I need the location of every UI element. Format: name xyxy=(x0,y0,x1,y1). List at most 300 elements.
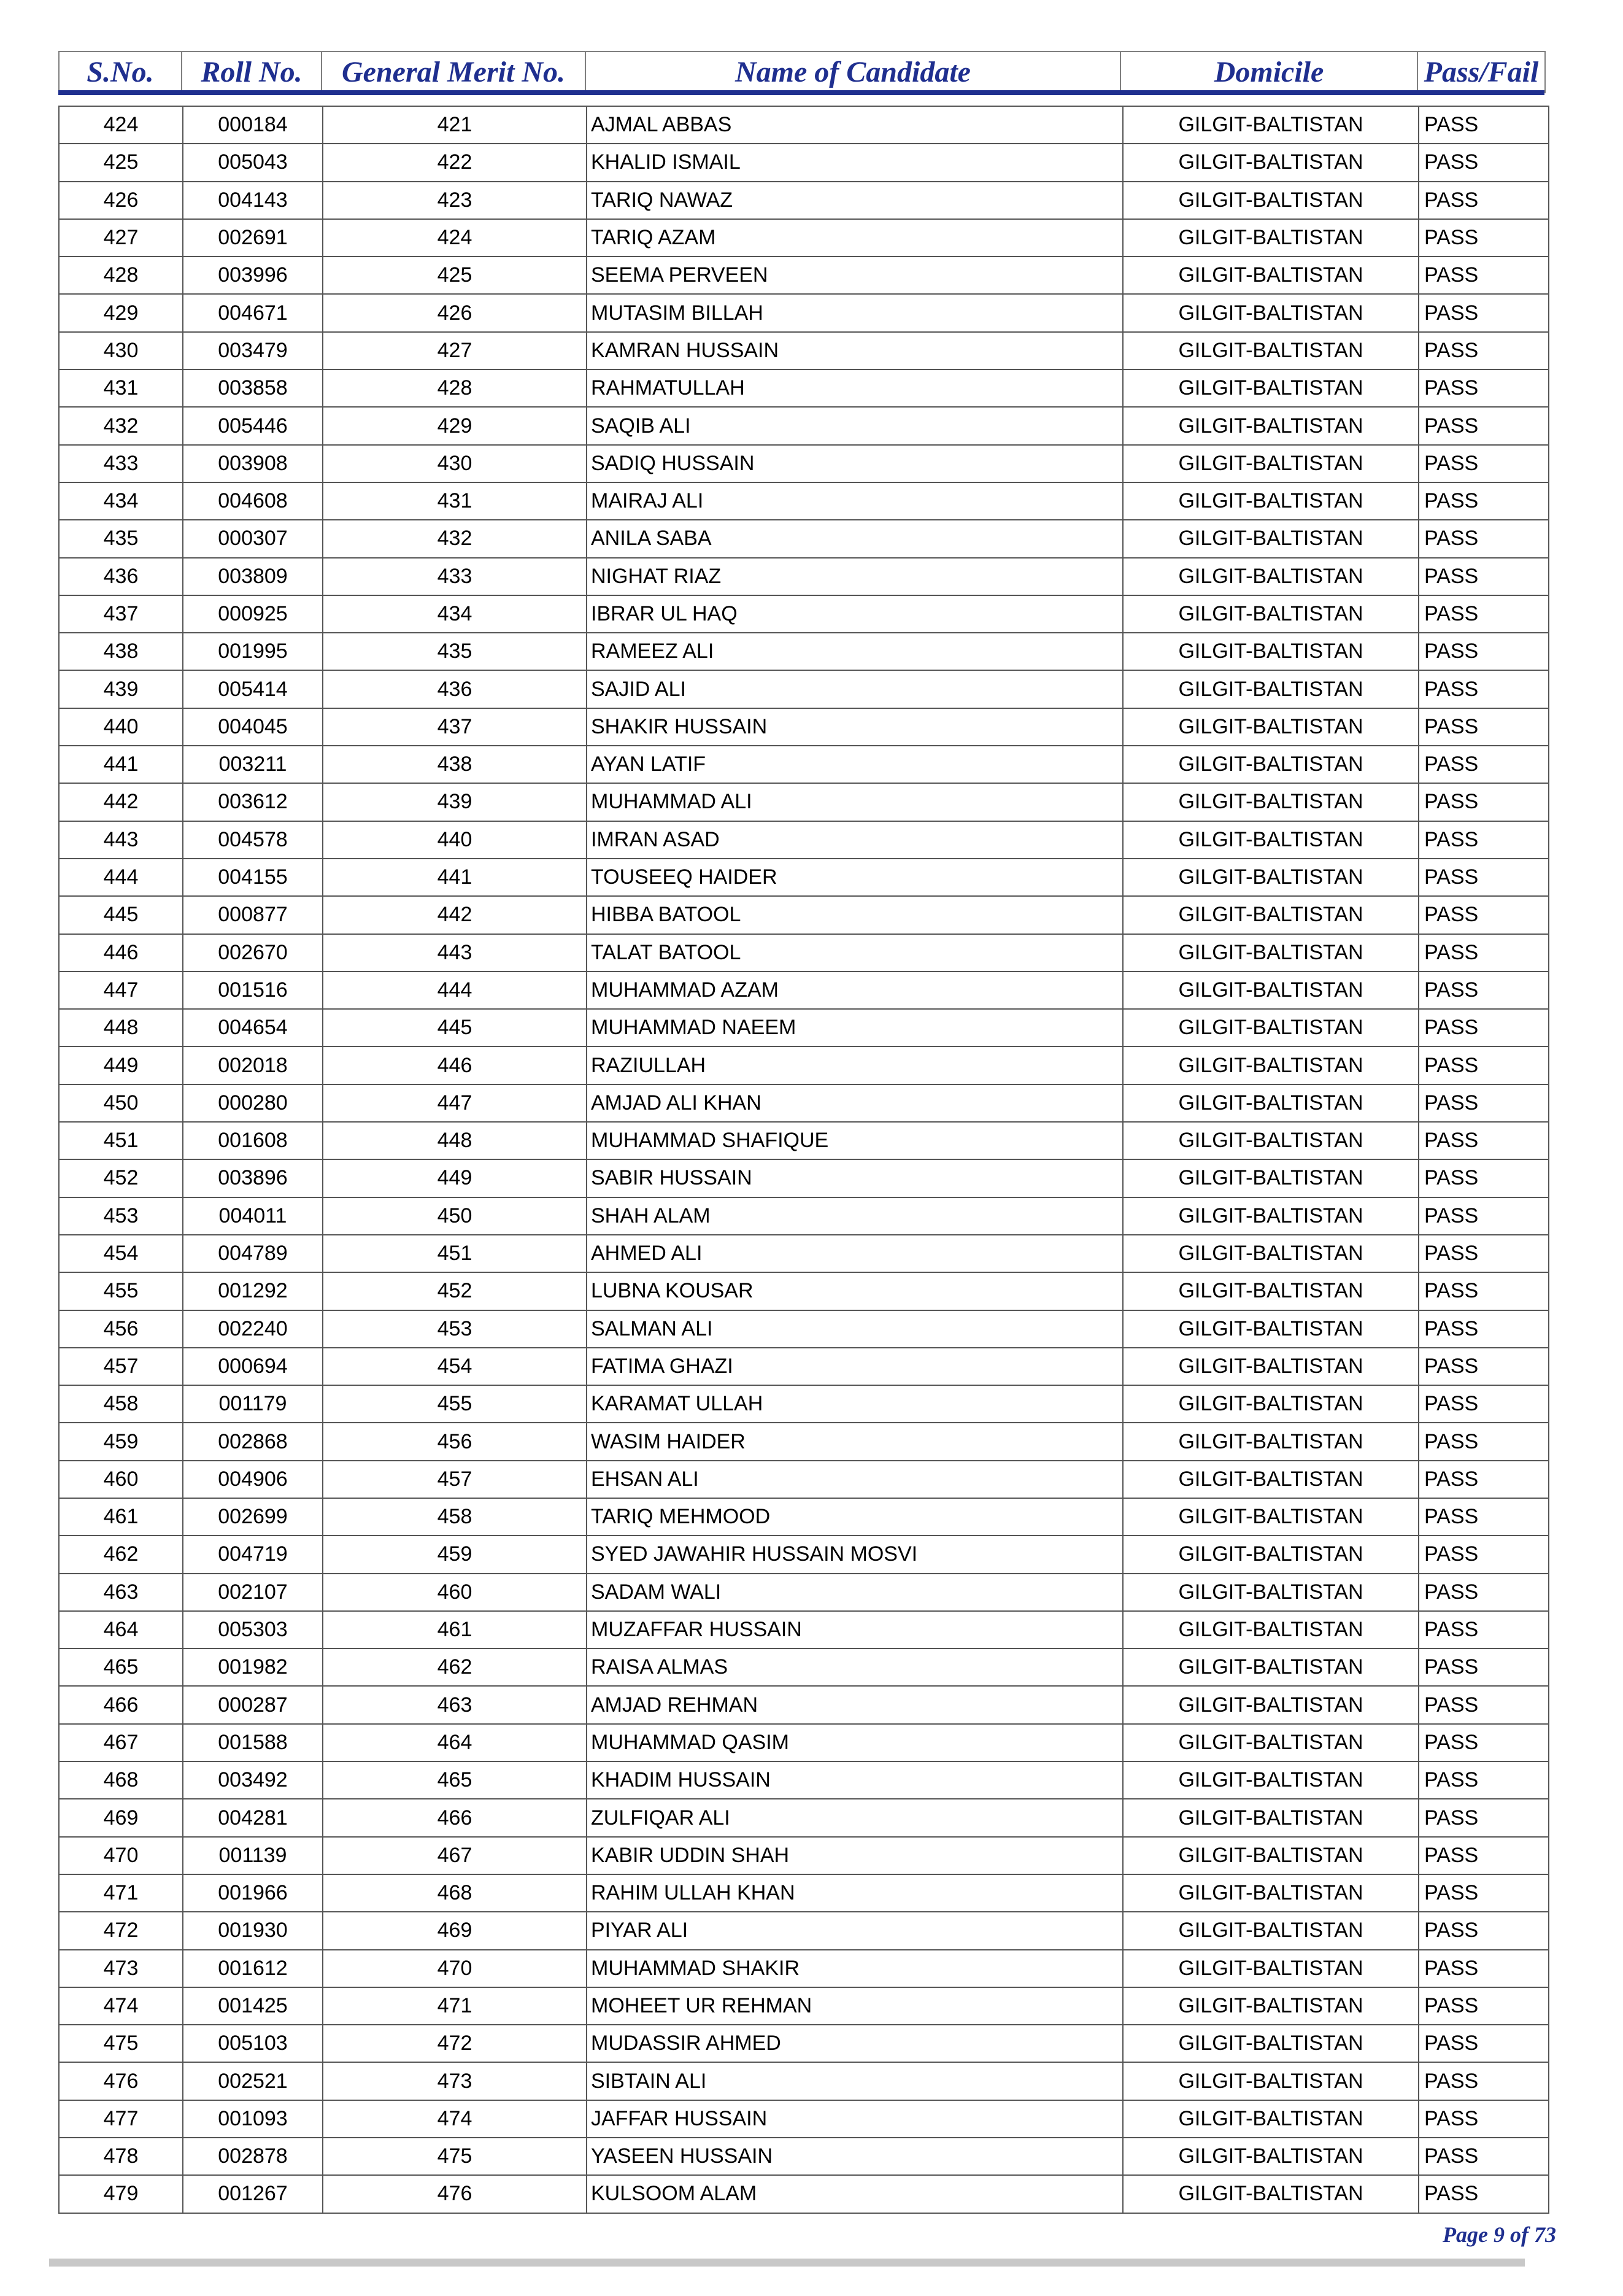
cell-sno: 464 xyxy=(59,1611,183,1649)
cell-candidate-name: MUHAMMAD QASIM xyxy=(587,1724,1123,1761)
cell-sno: 445 xyxy=(59,896,183,933)
cell-result: PASS xyxy=(1419,369,1549,407)
cell-sno: 449 xyxy=(59,1046,183,1084)
header-domicile: Domicile xyxy=(1120,52,1417,93)
table-row xyxy=(59,1235,1549,1272)
cell-merit-no: 473 xyxy=(323,2062,587,2100)
cell-domicile: GILGIT-BALTISTAN xyxy=(1123,1912,1419,1949)
cell-sno: 454 xyxy=(59,1235,183,1272)
cell-sno: 429 xyxy=(59,294,183,331)
cell-candidate-name: ANILA SABA xyxy=(587,520,1123,557)
cell-merit-no: 454 xyxy=(323,1348,587,1385)
cell-merit-no: 425 xyxy=(323,257,587,294)
cell-candidate-name: AMJAD REHMAN xyxy=(587,1686,1123,1723)
cell-sno: 435 xyxy=(59,520,183,557)
cell-merit-no: 424 xyxy=(323,219,587,257)
cell-roll-no: 001292 xyxy=(183,1272,323,1310)
cell-sno: 446 xyxy=(59,934,183,972)
cell-sno: 458 xyxy=(59,1385,183,1423)
cell-candidate-name: MUHAMMAD SHAKIR xyxy=(587,1950,1123,1987)
cell-result: PASS xyxy=(1419,1235,1549,1272)
table-row xyxy=(59,182,1549,219)
table-row xyxy=(59,1686,1549,1723)
cell-candidate-name: FATIMA GHAZI xyxy=(587,1348,1123,1385)
cell-domicile: GILGIT-BALTISTAN xyxy=(1123,1197,1419,1235)
cell-roll-no: 004045 xyxy=(183,708,323,746)
cell-candidate-name: KAMRAN HUSSAIN xyxy=(587,332,1123,369)
cell-result: PASS xyxy=(1419,294,1549,331)
cell-sno: 465 xyxy=(59,1649,183,1686)
cell-candidate-name: MUDASSIR AHMED xyxy=(587,2025,1123,2062)
cell-candidate-name: MAIRAJ ALI xyxy=(587,482,1123,520)
table-row xyxy=(59,595,1549,633)
table-row xyxy=(59,407,1549,444)
cell-merit-no: 446 xyxy=(323,1046,587,1084)
cell-domicile: GILGIT-BALTISTAN xyxy=(1123,1498,1419,1536)
cell-sno: 460 xyxy=(59,1461,183,1498)
cell-sno: 440 xyxy=(59,708,183,746)
cell-merit-no: 466 xyxy=(323,1799,587,1836)
cell-sno: 470 xyxy=(59,1837,183,1874)
table-row xyxy=(59,1611,1549,1649)
table-row xyxy=(59,783,1549,821)
cell-domicile: GILGIT-BALTISTAN xyxy=(1123,2175,1419,2213)
table-row xyxy=(59,2025,1549,2062)
cell-candidate-name: PIYAR ALI xyxy=(587,1912,1123,1949)
cell-candidate-name: LUBNA KOUSAR xyxy=(587,1272,1123,1310)
table-row xyxy=(59,445,1549,482)
table-row xyxy=(59,633,1549,670)
table-row xyxy=(59,1498,1549,1536)
cell-sno: 427 xyxy=(59,219,183,257)
cell-candidate-name: SALMAN ALI xyxy=(587,1310,1123,1348)
cell-result: PASS xyxy=(1419,1574,1549,1611)
cell-sno: 438 xyxy=(59,633,183,670)
table-row xyxy=(59,1574,1549,1611)
header-roll-no: Roll No. xyxy=(182,52,322,93)
cell-sno: 447 xyxy=(59,972,183,1009)
cell-domicile: GILGIT-BALTISTAN xyxy=(1123,1686,1419,1723)
cell-domicile: GILGIT-BALTISTAN xyxy=(1123,1536,1419,1573)
cell-result: PASS xyxy=(1419,595,1549,633)
cell-domicile: GILGIT-BALTISTAN xyxy=(1123,1987,1419,2025)
cell-sno: 426 xyxy=(59,182,183,219)
cell-domicile: GILGIT-BALTISTAN xyxy=(1123,144,1419,181)
cell-merit-no: 432 xyxy=(323,520,587,557)
cell-sno: 452 xyxy=(59,1159,183,1197)
cell-merit-no: 422 xyxy=(323,144,587,181)
cell-roll-no: 001516 xyxy=(183,972,323,1009)
cell-sno: 424 xyxy=(59,106,183,144)
cell-sno: 459 xyxy=(59,1423,183,1460)
cell-merit-no: 441 xyxy=(323,859,587,896)
table-row xyxy=(59,2175,1549,2213)
cell-domicile: GILGIT-BALTISTAN xyxy=(1123,1950,1419,1987)
cell-domicile: GILGIT-BALTISTAN xyxy=(1123,106,1419,144)
cell-roll-no: 002691 xyxy=(183,219,323,257)
cell-merit-no: 472 xyxy=(323,2025,587,2062)
cell-sno: 473 xyxy=(59,1950,183,1987)
cell-merit-no: 470 xyxy=(323,1950,587,1987)
cell-roll-no: 001179 xyxy=(183,1385,323,1423)
cell-merit-no: 443 xyxy=(323,934,587,972)
table-row xyxy=(59,1987,1549,2025)
cell-sno: 425 xyxy=(59,144,183,181)
cell-roll-no: 002868 xyxy=(183,1423,323,1460)
cell-result: PASS xyxy=(1419,859,1549,896)
cell-sno: 467 xyxy=(59,1724,183,1761)
cell-result: PASS xyxy=(1419,482,1549,520)
cell-candidate-name: YASEEN HUSSAIN xyxy=(587,2138,1123,2175)
table-row xyxy=(59,482,1549,520)
cell-merit-no: 440 xyxy=(323,821,587,859)
cell-result: PASS xyxy=(1419,1122,1549,1159)
cell-domicile: GILGIT-BALTISTAN xyxy=(1123,2138,1419,2175)
cell-domicile: GILGIT-BALTISTAN xyxy=(1123,2025,1419,2062)
cell-result: PASS xyxy=(1419,1197,1549,1235)
cell-merit-no: 421 xyxy=(323,106,587,144)
cell-sno: 466 xyxy=(59,1686,183,1723)
cell-candidate-name: KARAMAT ULLAH xyxy=(587,1385,1123,1423)
cell-candidate-name: AYAN LATIF xyxy=(587,746,1123,783)
cell-merit-no: 467 xyxy=(323,1837,587,1874)
cell-domicile: GILGIT-BALTISTAN xyxy=(1123,1385,1419,1423)
cell-result: PASS xyxy=(1419,2025,1549,2062)
cell-result: PASS xyxy=(1419,257,1549,294)
cell-result: PASS xyxy=(1419,1046,1549,1084)
cell-merit-no: 452 xyxy=(323,1272,587,1310)
cell-result: PASS xyxy=(1419,1799,1549,1836)
table-row xyxy=(59,972,1549,1009)
cell-roll-no: 001608 xyxy=(183,1122,323,1159)
cell-domicile: GILGIT-BALTISTAN xyxy=(1123,708,1419,746)
cell-roll-no: 004654 xyxy=(183,1009,323,1046)
cell-domicile: GILGIT-BALTISTAN xyxy=(1123,746,1419,783)
cell-candidate-name: KHADIM HUSSAIN xyxy=(587,1761,1123,1799)
cell-candidate-name: RAZIULLAH xyxy=(587,1046,1123,1084)
cell-candidate-name: RAHMATULLAH xyxy=(587,369,1123,407)
cell-candidate-name: ZULFIQAR ALI xyxy=(587,1799,1123,1836)
cell-sno: 462 xyxy=(59,1536,183,1573)
table-row xyxy=(59,1122,1549,1159)
table-row xyxy=(59,257,1549,294)
cell-roll-no: 000307 xyxy=(183,520,323,557)
cell-result: PASS xyxy=(1419,821,1549,859)
cell-candidate-name: SADIQ HUSSAIN xyxy=(587,445,1123,482)
cell-merit-no: 469 xyxy=(323,1912,587,1949)
table-row xyxy=(59,1461,1549,1498)
cell-candidate-name: SIBTAIN ALI xyxy=(587,2062,1123,2100)
cell-roll-no: 000877 xyxy=(183,896,323,933)
cell-domicile: GILGIT-BALTISTAN xyxy=(1123,972,1419,1009)
cell-roll-no: 002699 xyxy=(183,1498,323,1536)
cell-result: PASS xyxy=(1419,2175,1549,2213)
cell-result: PASS xyxy=(1419,1084,1549,1122)
cell-domicile: GILGIT-BALTISTAN xyxy=(1123,1272,1419,1310)
cell-roll-no: 001995 xyxy=(183,633,323,670)
cell-result: PASS xyxy=(1419,2062,1549,2100)
cell-roll-no: 003612 xyxy=(183,783,323,821)
cell-roll-no: 002107 xyxy=(183,1574,323,1611)
cell-merit-no: 455 xyxy=(323,1385,587,1423)
cell-merit-no: 439 xyxy=(323,783,587,821)
cell-roll-no: 004578 xyxy=(183,821,323,859)
cell-roll-no: 002878 xyxy=(183,2138,323,2175)
table-row xyxy=(59,746,1549,783)
table-row xyxy=(59,1159,1549,1197)
cell-domicile: GILGIT-BALTISTAN xyxy=(1123,1084,1419,1122)
cell-domicile: GILGIT-BALTISTAN xyxy=(1123,1348,1419,1385)
cell-candidate-name: SHAKIR HUSSAIN xyxy=(587,708,1123,746)
cell-merit-no: 468 xyxy=(323,1874,587,1912)
cell-domicile: GILGIT-BALTISTAN xyxy=(1123,558,1419,595)
cell-domicile: GILGIT-BALTISTAN xyxy=(1123,219,1419,257)
cell-sno: 453 xyxy=(59,1197,183,1235)
cell-roll-no: 003896 xyxy=(183,1159,323,1197)
cell-candidate-name: AMJAD ALI KHAN xyxy=(587,1084,1123,1122)
cell-roll-no: 001139 xyxy=(183,1837,323,1874)
cell-roll-no: 005303 xyxy=(183,1611,323,1649)
cell-candidate-name: KABIR UDDIN SHAH xyxy=(587,1837,1123,1874)
cell-result: PASS xyxy=(1419,445,1549,482)
cell-domicile: GILGIT-BALTISTAN xyxy=(1123,1874,1419,1912)
cell-candidate-name: RAMEEZ ALI xyxy=(587,633,1123,670)
cell-sno: 472 xyxy=(59,1912,183,1949)
cell-domicile: GILGIT-BALTISTAN xyxy=(1123,821,1419,859)
cell-result: PASS xyxy=(1419,332,1549,369)
cell-roll-no: 004608 xyxy=(183,482,323,520)
table-row xyxy=(59,896,1549,933)
cell-sno: 479 xyxy=(59,2175,183,2213)
cell-domicile: GILGIT-BALTISTAN xyxy=(1123,1799,1419,1836)
cell-roll-no: 004671 xyxy=(183,294,323,331)
cell-roll-no: 004281 xyxy=(183,1799,323,1836)
table-row xyxy=(59,106,1549,144)
cell-sno: 430 xyxy=(59,332,183,369)
cell-candidate-name: SAJID ALI xyxy=(587,670,1123,708)
cell-candidate-name: AJMAL ABBAS xyxy=(587,106,1123,144)
cell-roll-no: 002521 xyxy=(183,2062,323,2100)
cell-roll-no: 003996 xyxy=(183,257,323,294)
cell-merit-no: 444 xyxy=(323,972,587,1009)
table-row xyxy=(59,708,1549,746)
cell-roll-no: 003211 xyxy=(183,746,323,783)
cell-candidate-name: SYED JAWAHIR HUSSAIN MOSVI xyxy=(587,1536,1123,1573)
cell-sno: 448 xyxy=(59,1009,183,1046)
cell-sno: 450 xyxy=(59,1084,183,1122)
table-row xyxy=(59,520,1549,557)
cell-result: PASS xyxy=(1419,1159,1549,1197)
cell-result: PASS xyxy=(1419,896,1549,933)
cell-merit-no: 465 xyxy=(323,1761,587,1799)
cell-result: PASS xyxy=(1419,1272,1549,1310)
cell-merit-no: 463 xyxy=(323,1686,587,1723)
table-row xyxy=(59,1799,1549,1836)
cell-candidate-name: MUHAMMAD NAEEM xyxy=(587,1009,1123,1046)
cell-candidate-name: HIBBA BATOOL xyxy=(587,896,1123,933)
cell-domicile: GILGIT-BALTISTAN xyxy=(1123,1837,1419,1874)
cell-candidate-name: TARIQ AZAM xyxy=(587,219,1123,257)
cell-domicile: GILGIT-BALTISTAN xyxy=(1123,896,1419,933)
table-row xyxy=(59,1837,1549,1874)
table-row xyxy=(59,558,1549,595)
cell-merit-no: 449 xyxy=(323,1159,587,1197)
cell-merit-no: 428 xyxy=(323,369,587,407)
table-row xyxy=(59,2138,1549,2175)
table-row xyxy=(59,1385,1549,1423)
table-row xyxy=(59,670,1549,708)
cell-merit-no: 474 xyxy=(323,2100,587,2138)
cell-roll-no: 002018 xyxy=(183,1046,323,1084)
cell-domicile: GILGIT-BALTISTAN xyxy=(1123,445,1419,482)
cell-domicile: GILGIT-BALTISTAN xyxy=(1123,1761,1419,1799)
cell-roll-no: 004719 xyxy=(183,1536,323,1573)
table-row xyxy=(59,859,1549,896)
table-row xyxy=(59,1912,1549,1949)
cell-domicile: GILGIT-BALTISTAN xyxy=(1123,1122,1419,1159)
cell-domicile: GILGIT-BALTISTAN xyxy=(1123,1159,1419,1197)
cell-roll-no: 000287 xyxy=(183,1686,323,1723)
page-number: Page 9 of 73 xyxy=(1443,2222,1556,2247)
cell-roll-no: 005414 xyxy=(183,670,323,708)
cell-domicile: GILGIT-BALTISTAN xyxy=(1123,1649,1419,1686)
cell-candidate-name: TARIQ NAWAZ xyxy=(587,182,1123,219)
cell-roll-no: 001588 xyxy=(183,1724,323,1761)
cell-merit-no: 461 xyxy=(323,1611,587,1649)
cell-result: PASS xyxy=(1419,1874,1549,1912)
cell-domicile: GILGIT-BALTISTAN xyxy=(1123,1423,1419,1460)
cell-merit-no: 435 xyxy=(323,633,587,670)
cell-result: PASS xyxy=(1419,1950,1549,1987)
cell-candidate-name: MUTASIM BILLAH xyxy=(587,294,1123,331)
cell-result: PASS xyxy=(1419,1686,1549,1723)
cell-candidate-name: RAISA ALMAS xyxy=(587,1649,1123,1686)
cell-domicile: GILGIT-BALTISTAN xyxy=(1123,633,1419,670)
cell-merit-no: 475 xyxy=(323,2138,587,2175)
cell-roll-no: 003809 xyxy=(183,558,323,595)
table-row xyxy=(59,2100,1549,2138)
cell-result: PASS xyxy=(1419,144,1549,181)
cell-result: PASS xyxy=(1419,1536,1549,1573)
cell-result: PASS xyxy=(1419,1385,1549,1423)
header-underline xyxy=(58,90,1544,95)
cell-candidate-name: JAFFAR HUSSAIN xyxy=(587,2100,1123,2138)
cell-sno: 436 xyxy=(59,558,183,595)
cell-sno: 477 xyxy=(59,2100,183,2138)
cell-roll-no: 005446 xyxy=(183,407,323,444)
cell-candidate-name: MUHAMMAD SHAFIQUE xyxy=(587,1122,1123,1159)
cell-domicile: GILGIT-BALTISTAN xyxy=(1123,1310,1419,1348)
cell-sno: 461 xyxy=(59,1498,183,1536)
cell-merit-no: 464 xyxy=(323,1724,587,1761)
cell-domicile: GILGIT-BALTISTAN xyxy=(1123,2100,1419,2138)
cell-sno: 457 xyxy=(59,1348,183,1385)
cell-result: PASS xyxy=(1419,783,1549,821)
table-row xyxy=(59,294,1549,331)
cell-sno: 451 xyxy=(59,1122,183,1159)
cell-candidate-name: IBRAR UL HAQ xyxy=(587,595,1123,633)
cell-merit-no: 438 xyxy=(323,746,587,783)
cell-result: PASS xyxy=(1419,520,1549,557)
cell-merit-no: 434 xyxy=(323,595,587,633)
cell-domicile: GILGIT-BALTISTAN xyxy=(1123,934,1419,972)
cell-merit-no: 431 xyxy=(323,482,587,520)
cell-domicile: GILGIT-BALTISTAN xyxy=(1123,482,1419,520)
cell-result: PASS xyxy=(1419,2138,1549,2175)
table-row xyxy=(59,2062,1549,2100)
cell-roll-no: 004789 xyxy=(183,1235,323,1272)
cell-roll-no: 001982 xyxy=(183,1649,323,1686)
cell-domicile: GILGIT-BALTISTAN xyxy=(1123,1235,1419,1272)
cell-sno: 476 xyxy=(59,2062,183,2100)
cell-merit-no: 471 xyxy=(323,1987,587,2025)
table-row xyxy=(59,1874,1549,1912)
table-row xyxy=(59,1310,1549,1348)
cell-candidate-name: TOUSEEQ HAIDER xyxy=(587,859,1123,896)
cell-result: PASS xyxy=(1419,1009,1549,1046)
header-name-of-candidate: Name of Candidate xyxy=(585,52,1120,93)
cell-candidate-name: RAHIM ULLAH KHAN xyxy=(587,1874,1123,1912)
cell-domicile: GILGIT-BALTISTAN xyxy=(1123,1046,1419,1084)
cell-merit-no: 433 xyxy=(323,558,587,595)
cell-roll-no: 003858 xyxy=(183,369,323,407)
cell-roll-no: 002240 xyxy=(183,1310,323,1348)
cell-result: PASS xyxy=(1419,2100,1549,2138)
cell-merit-no: 459 xyxy=(323,1536,587,1573)
cell-result: PASS xyxy=(1419,1348,1549,1385)
cell-merit-no: 437 xyxy=(323,708,587,746)
cell-domicile: GILGIT-BALTISTAN xyxy=(1123,859,1419,896)
cell-merit-no: 429 xyxy=(323,407,587,444)
cell-roll-no: 001267 xyxy=(183,2175,323,2213)
table-row xyxy=(59,1724,1549,1761)
cell-candidate-name: SADAM WALI xyxy=(587,1574,1123,1611)
cell-sno: 442 xyxy=(59,783,183,821)
table-row xyxy=(59,1009,1549,1046)
cell-result: PASS xyxy=(1419,1423,1549,1460)
cell-candidate-name: MUHAMMAD AZAM xyxy=(587,972,1123,1009)
cell-roll-no: 004906 xyxy=(183,1461,323,1498)
cell-roll-no: 002670 xyxy=(183,934,323,972)
cell-candidate-name: MOHEET UR REHMAN xyxy=(587,1987,1123,2025)
table-row xyxy=(59,1761,1549,1799)
header-sno: S.No. xyxy=(59,52,182,93)
cell-sno: 437 xyxy=(59,595,183,633)
table-row xyxy=(59,1084,1549,1122)
cell-domicile: GILGIT-BALTISTAN xyxy=(1123,1461,1419,1498)
table-row xyxy=(59,1950,1549,1987)
cell-sno: 444 xyxy=(59,859,183,896)
cell-sno: 443 xyxy=(59,821,183,859)
cell-domicile: GILGIT-BALTISTAN xyxy=(1123,332,1419,369)
cell-merit-no: 460 xyxy=(323,1574,587,1611)
cell-sno: 455 xyxy=(59,1272,183,1310)
cell-result: PASS xyxy=(1419,708,1549,746)
cell-merit-no: 442 xyxy=(323,896,587,933)
cell-result: PASS xyxy=(1419,934,1549,972)
cell-result: PASS xyxy=(1419,106,1549,144)
cell-candidate-name: EHSAN ALI xyxy=(587,1461,1123,1498)
cell-domicile: GILGIT-BALTISTAN xyxy=(1123,1724,1419,1761)
cell-domicile: GILGIT-BALTISTAN xyxy=(1123,1009,1419,1046)
table-row xyxy=(59,332,1549,369)
cell-domicile: GILGIT-BALTISTAN xyxy=(1123,670,1419,708)
cell-sno: 478 xyxy=(59,2138,183,2175)
cell-merit-no: 423 xyxy=(323,182,587,219)
cell-result: PASS xyxy=(1419,219,1549,257)
header-row xyxy=(59,52,1545,93)
cell-merit-no: 426 xyxy=(323,294,587,331)
